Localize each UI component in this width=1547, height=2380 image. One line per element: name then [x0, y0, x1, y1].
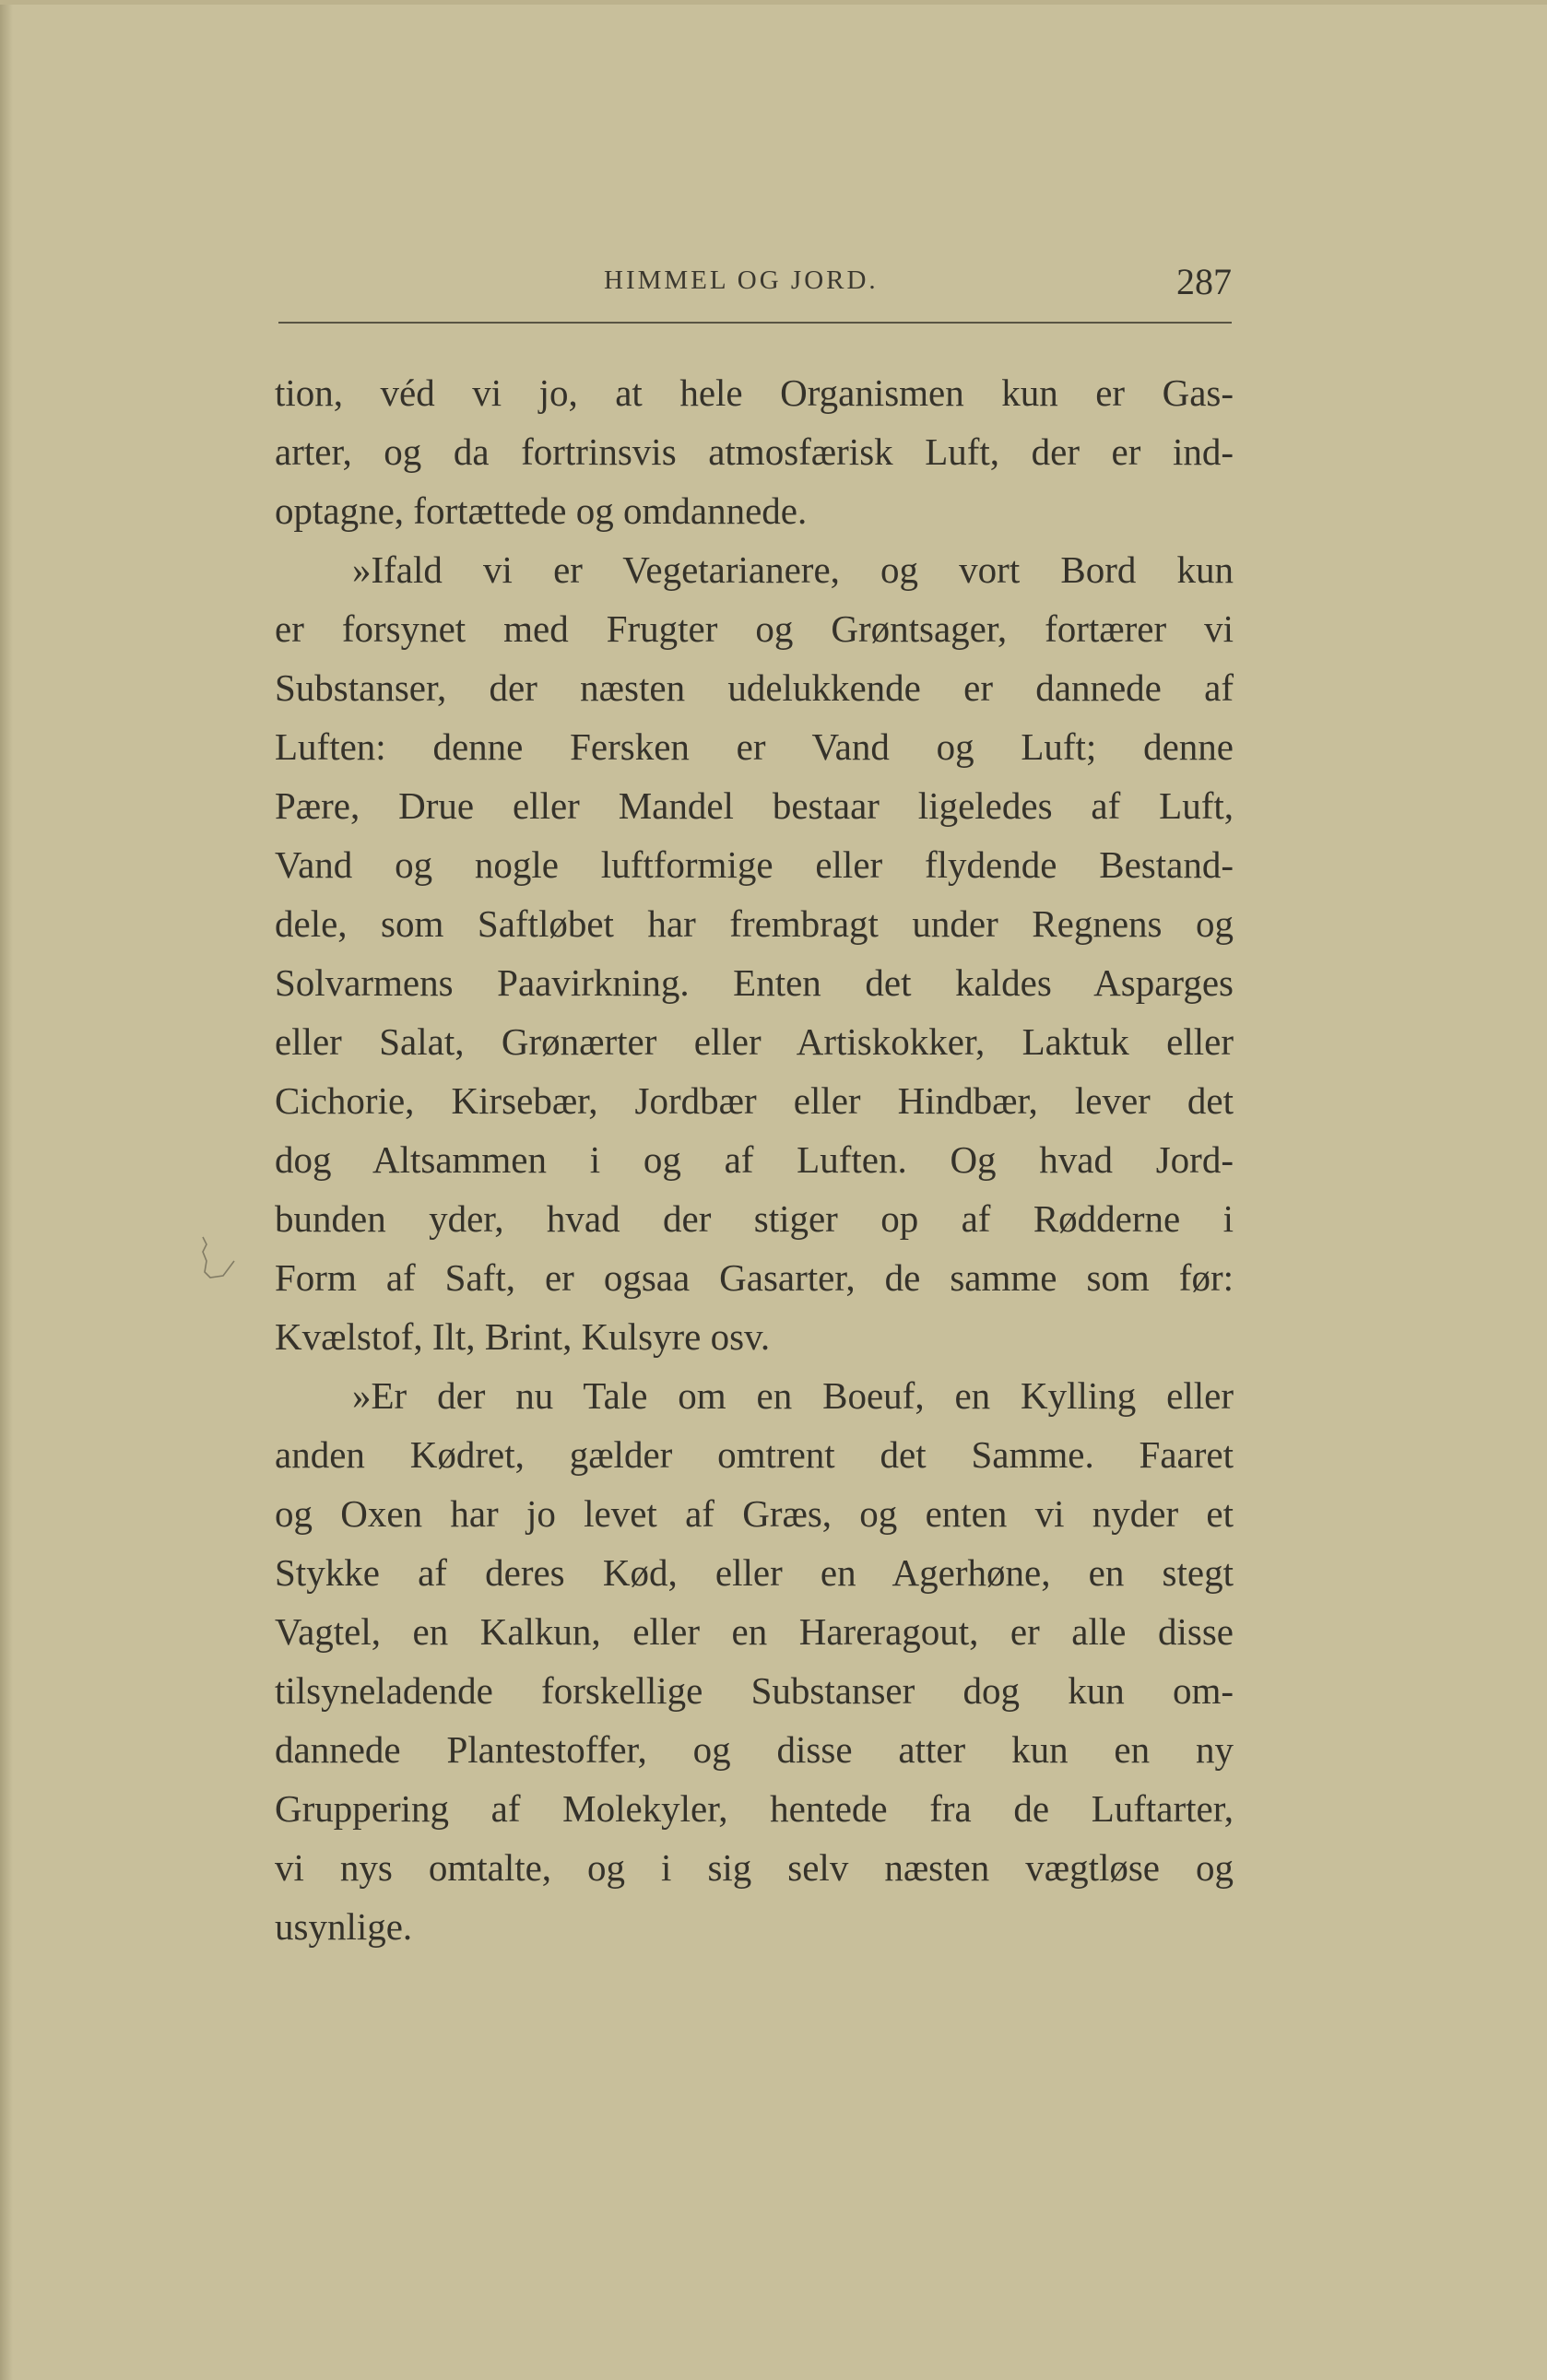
pencil-margin-mark-icon: [195, 1230, 269, 1303]
text-line: og Oxen har jo levet af Græs, og enten vi nyder et: [275, 1492, 1234, 1535]
text-line: arter, og da fortrinsvis atmosfærisk Luft, der er ind-: [275, 430, 1234, 473]
text-line: tilsyneladende forskellige Substanser dog kun om-: [275, 1669, 1234, 1712]
text-line: optagne, fortættede og omdannede.: [275, 489, 808, 532]
text-line: er forsynet med Frugter og Grøntsager, fortærer vi: [275, 607, 1234, 650]
page-header: [277, 261, 1232, 308]
text-line: dele, som Saftløbet har frembragt under Regnens og: [275, 902, 1234, 945]
text-line: dog Altsammen i og af Luften. Og hvad Jord-: [275, 1138, 1234, 1181]
text-line: usynlige.: [275, 1905, 413, 1948]
text-line: Substanser, der næsten udelukkende er dannede af: [275, 666, 1234, 709]
text-line: Kvælstof, Ilt, Brint, Kulsyre osv.: [275, 1315, 771, 1358]
text-line: Form af Saft, er ogsaa Gasarter, de samme som før:: [275, 1256, 1234, 1299]
text-line: Stykke af deres Kød, eller en Agerhøne, en stegt: [275, 1551, 1234, 1594]
body-text: [275, 363, 1234, 1956]
text-line: Vand og nogle luftformige eller flydende Bestand-: [275, 843, 1234, 886]
text-line: Gruppering af Molekyler, hentede fra de Luftarter,: [275, 1787, 1234, 1830]
text-line: eller Salat, Grønærter eller Artiskokker, Laktuk eller: [275, 1020, 1234, 1063]
text-line: anden Kødret, gælder omtrent det Samme. Faaret: [275, 1433, 1234, 1476]
text-line: Cichorie, Kirsebær, Jordbær eller Hindbær, lever det: [275, 1079, 1234, 1122]
text-line: Solvarmens Paavirkning. Enten det kaldes Asparges: [275, 961, 1234, 1004]
text-line: Pære, Drue eller Mandel bestaar ligeledes af Luft,: [275, 784, 1234, 827]
text-line: Luften: denne Fersken er Vand og Luft; denne: [275, 725, 1234, 768]
text-line: bunden yder, hvad der stiger op af Rødderne i: [275, 1197, 1234, 1240]
running-title: HIMMEL OG JORD.: [604, 265, 879, 295]
text-line: dannede Plantestoffer, og disse atter kun en ny: [275, 1728, 1234, 1771]
text-line: »Er der nu Tale om en Boeuf, en Kylling eller: [352, 1374, 1234, 1417]
page-number: 287: [1176, 261, 1232, 302]
text-line: vi nys omtalte, og i sig selv næsten vægtløse og: [275, 1846, 1234, 1889]
text-line: tion, véd vi jo, at hele Organismen kun er Gas-: [275, 371, 1234, 414]
text-line: »Ifald vi er Vegetarianere, og vort Bord kun: [352, 548, 1234, 591]
text-line: Vagtel, en Kalkun, eller en Hareragout, er alle disse: [275, 1610, 1234, 1653]
header-rule: [278, 322, 1232, 324]
